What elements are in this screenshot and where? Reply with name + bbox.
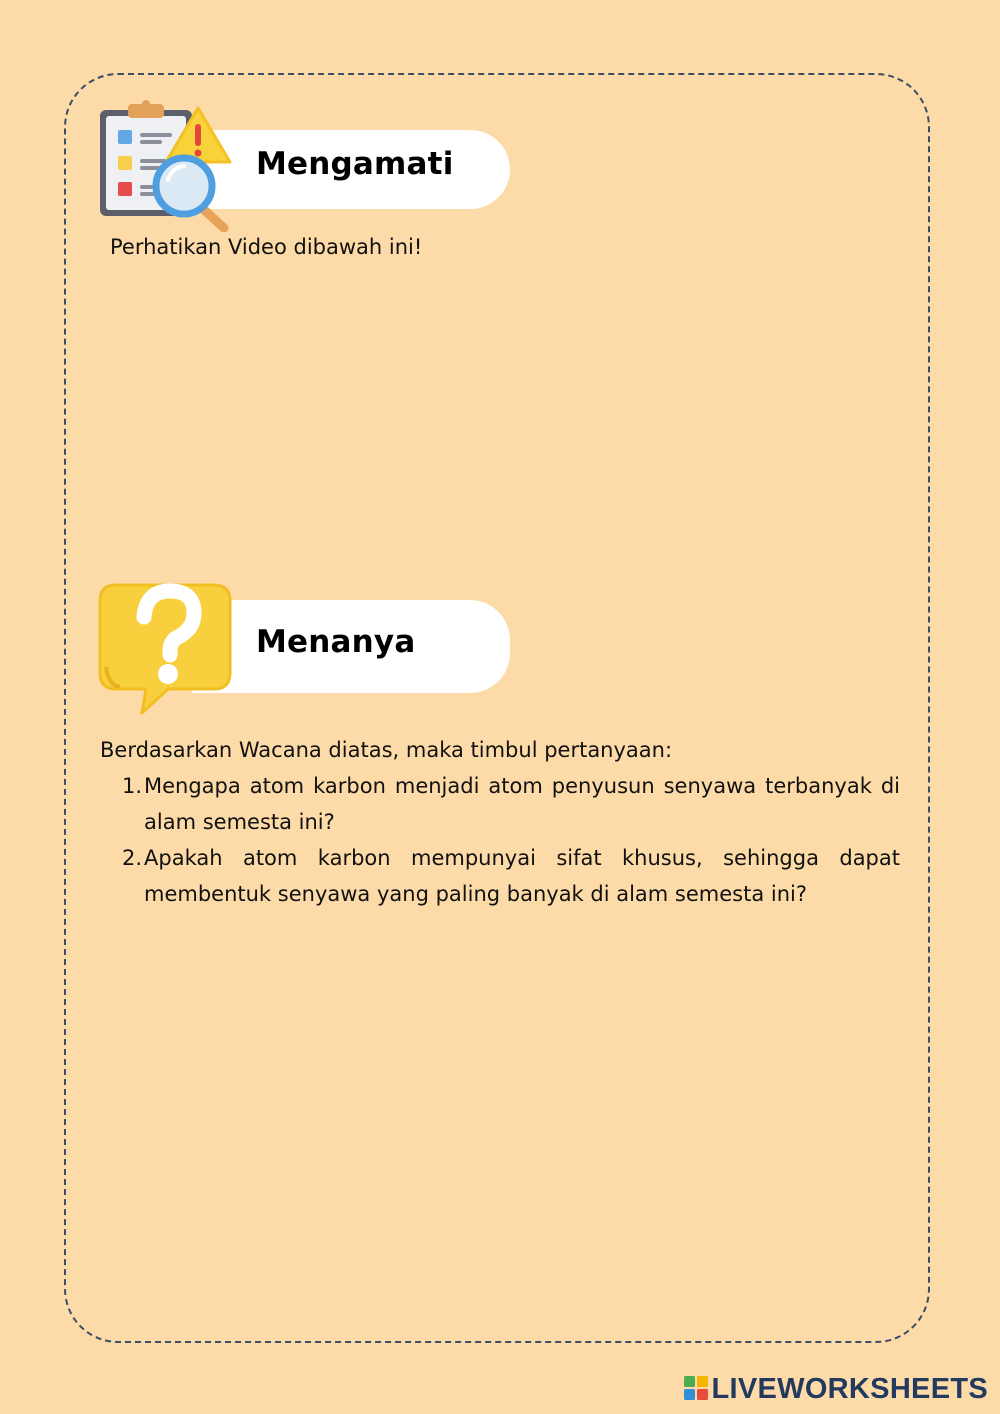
liveworksheets-brand[interactable] bbox=[684, 1373, 989, 1406]
question-number: 2. bbox=[122, 846, 143, 870]
observe-instruction: Perhatikan Video dibawah ini! bbox=[110, 235, 423, 259]
list-item bbox=[100, 840, 900, 912]
ask-intro: Berdasarkan Wacana diatas, maka timbul pertanyaan: bbox=[100, 738, 673, 762]
ask-title: Menanya bbox=[256, 624, 416, 660]
clipboard-magnifier-icon bbox=[98, 100, 234, 232]
observe-title: Mengamati bbox=[256, 146, 454, 182]
question-bubble-icon bbox=[98, 577, 234, 717]
question-list bbox=[100, 732, 900, 912]
question-text: Mengapa atom karbon menjadi atom penyusun senyawa terbanyak di alam semesta ini? bbox=[144, 774, 900, 834]
list-item bbox=[100, 768, 900, 840]
liveworksheets-logo-icon bbox=[684, 1376, 708, 1404]
brand-name: LIVEWORKSHEETS bbox=[711, 1373, 988, 1405]
question-number: 1. bbox=[122, 774, 143, 798]
question-text: Apakah atom karbon mempunyai sifat khusus, sehingga dapat membentuk senyawa yang paling banyak di alam semesta ini? bbox=[144, 846, 900, 906]
